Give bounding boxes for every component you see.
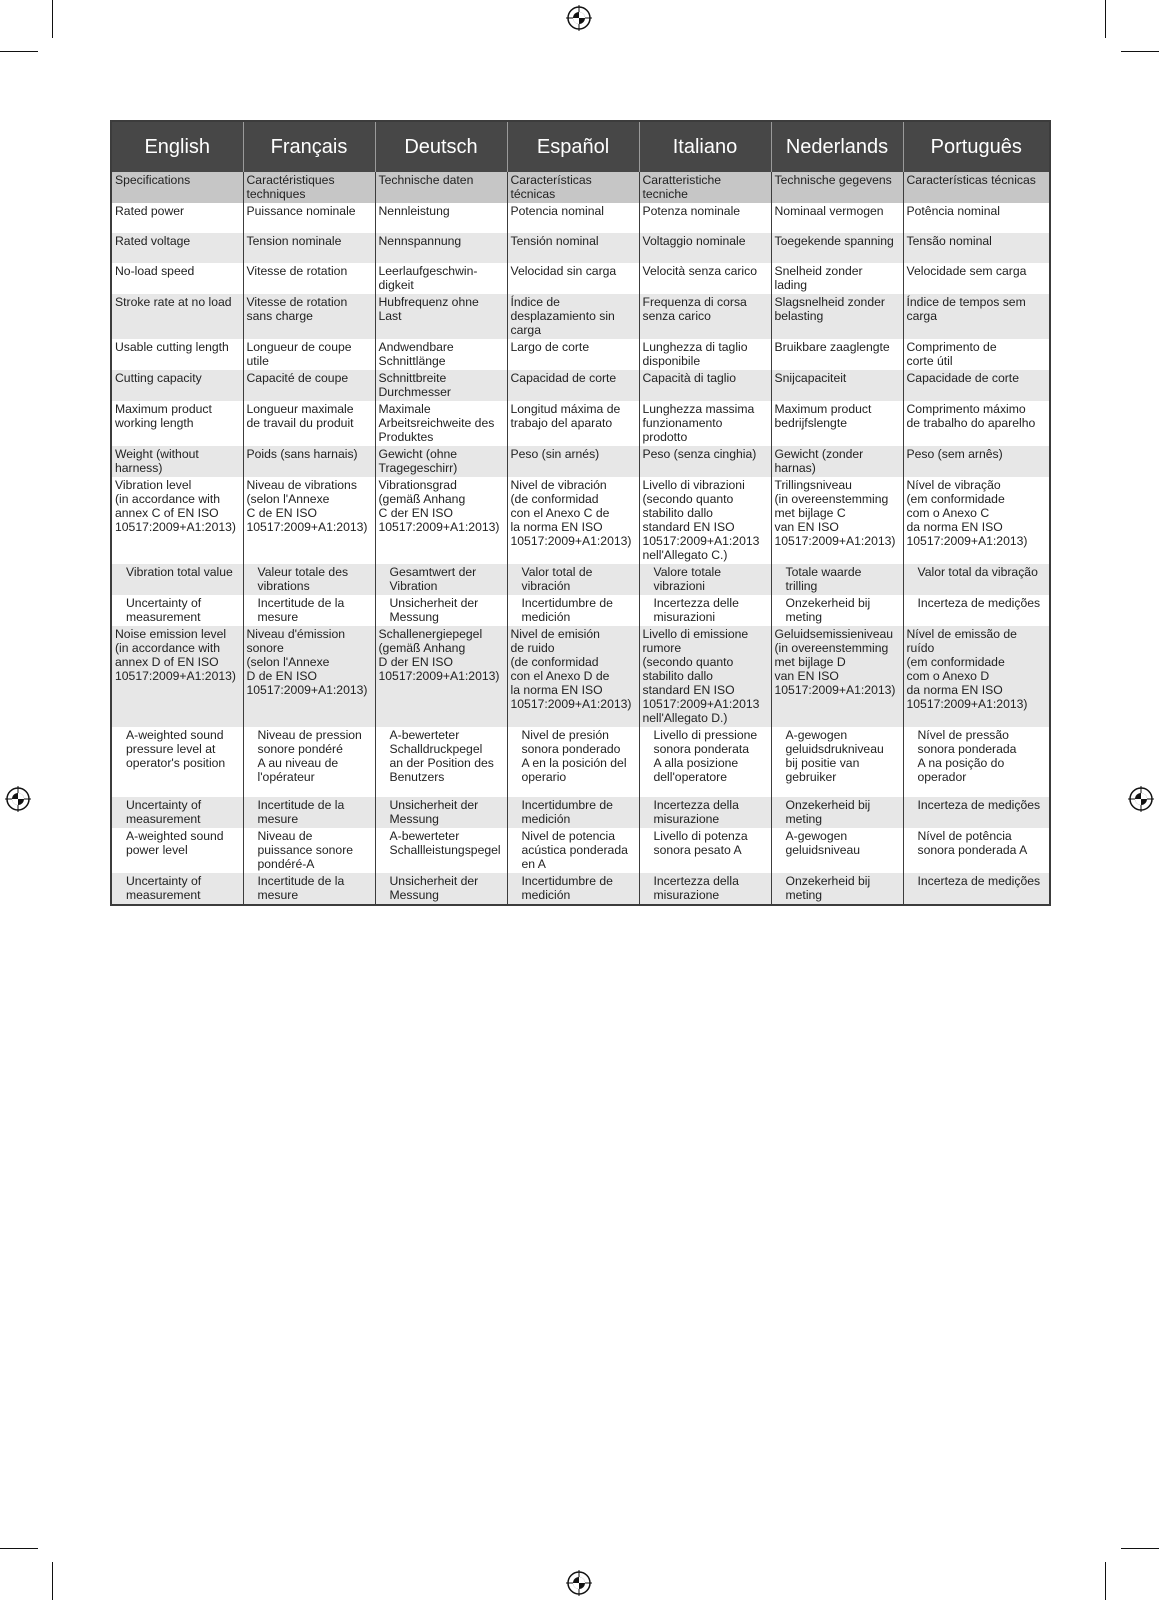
table-row bbox=[111, 233, 1050, 263]
table-cell: Valor total da vibração bbox=[903, 564, 1050, 595]
table-cell: Peso (sin arnés) bbox=[507, 446, 639, 477]
table-cell: Usable cutting length bbox=[111, 339, 243, 370]
table-cell: Rated power bbox=[111, 203, 243, 233]
table-cell: Incertitude de la mesure bbox=[243, 595, 375, 626]
table-cell: Características técnicas bbox=[903, 172, 1050, 203]
table-cell: Geluidsemissieniveau (in overeenstemming met bijlage D van EN ISO 10517:2009+A1:2013) bbox=[771, 626, 903, 727]
table-cell: Livello di emissione rumore (secondo quanto stabilito dallo standard EN ISO 10517:2009+A1:2013 nell'Allegato D.) bbox=[639, 626, 771, 727]
table-row bbox=[111, 446, 1050, 477]
table-body bbox=[111, 172, 1050, 905]
crop-mark bbox=[52, 0, 53, 38]
language-header: Deutsch bbox=[375, 121, 507, 172]
table-cell: Incertidumbre de medición bbox=[507, 595, 639, 626]
table-cell: Hubfrequenz ohne Last bbox=[375, 294, 507, 339]
table-cell: Índice de tempos sem carga bbox=[903, 294, 1050, 339]
table-cell: Unsicherheit der Messung bbox=[375, 797, 507, 828]
crop-mark bbox=[52, 1562, 53, 1600]
table-row bbox=[111, 797, 1050, 828]
crop-mark bbox=[0, 51, 38, 52]
language-header: English bbox=[111, 121, 243, 172]
table-cell: A-bewerteter Schallleistungspegel bbox=[375, 828, 507, 873]
table-cell: Nivel de potencia acústica ponderada en A bbox=[507, 828, 639, 873]
table-cell: Livello di pressione sonora ponderata A alla posizione dell'operatore bbox=[639, 727, 771, 797]
table-cell: Nennspannung bbox=[375, 233, 507, 263]
table-cell: Niveau de puissance sonore pondéré-A bbox=[243, 828, 375, 873]
table-cell: Cutting capacity bbox=[111, 370, 243, 401]
table-cell: Características técnicas bbox=[507, 172, 639, 203]
table-cell: Vitesse de rotation bbox=[243, 263, 375, 294]
table-cell: Peso (senza cinghia) bbox=[639, 446, 771, 477]
table-cell: Gewicht (zonder harnas) bbox=[771, 446, 903, 477]
table-cell: Comprimento máximo de trabalho do aparelho bbox=[903, 401, 1050, 446]
table-cell: Livello di potenza sonora pesato A bbox=[639, 828, 771, 873]
table-cell: Incerteza de medições bbox=[903, 595, 1050, 626]
table-cell: Capacità di taglio bbox=[639, 370, 771, 401]
table-cell: Vitesse de rotation sans charge bbox=[243, 294, 375, 339]
table-row bbox=[111, 401, 1050, 446]
table-cell: Valeur totale des vibrations bbox=[243, 564, 375, 595]
language-header-row bbox=[111, 121, 1050, 172]
table-cell: Potencia nominal bbox=[507, 203, 639, 233]
registration-mark-icon bbox=[1128, 786, 1154, 812]
table-cell: Capacidad de corte bbox=[507, 370, 639, 401]
table-cell: Toegekende spanning bbox=[771, 233, 903, 263]
table-cell: Totale waarde trilling bbox=[771, 564, 903, 595]
table-cell: Andwendbare Schnittlänge bbox=[375, 339, 507, 370]
table-cell: Voltaggio nominale bbox=[639, 233, 771, 263]
table-cell: Velocidad sin carga bbox=[507, 263, 639, 294]
crop-mark bbox=[1121, 1548, 1159, 1549]
specifications-table bbox=[110, 120, 1051, 906]
table-cell: Longueur de coupe utile bbox=[243, 339, 375, 370]
table-row bbox=[111, 477, 1050, 564]
table-cell: Potência nominal bbox=[903, 203, 1050, 233]
table-cell: Tensión nominal bbox=[507, 233, 639, 263]
table-cell: Nível de emissão de ruído (em conformidade com o Anexo D da norma EN ISO 10517:2009+A1:2013) bbox=[903, 626, 1050, 727]
table-row bbox=[111, 339, 1050, 370]
table-row bbox=[111, 294, 1050, 339]
language-header: Français bbox=[243, 121, 375, 172]
table-cell: Livello di vibrazioni (secondo quanto stabilito dallo standard EN ISO 10517:2009+A1:2013 nell'Allegato C.) bbox=[639, 477, 771, 564]
table-cell: A-gewogen geluidsniveau bbox=[771, 828, 903, 873]
table-cell: Puissance nominale bbox=[243, 203, 375, 233]
table-cell: Capacidade de corte bbox=[903, 370, 1050, 401]
table-cell: Leerlaufgeschwin- digkeit bbox=[375, 263, 507, 294]
crop-mark bbox=[1105, 0, 1106, 38]
table-cell: Vibration level (in accordance with annex C of EN ISO 10517:2009+A1:2013) bbox=[111, 477, 243, 564]
table-cell: Longueur maximale de travail du produit bbox=[243, 401, 375, 446]
table-cell: Incertitude de la mesure bbox=[243, 873, 375, 905]
table-cell: Incertezza della misurazione bbox=[639, 797, 771, 828]
table-cell: Incerteza de medições bbox=[903, 873, 1050, 905]
table-cell: Nível de potência sonora ponderada A bbox=[903, 828, 1050, 873]
table-cell: Onzekerheid bij meting bbox=[771, 873, 903, 905]
table-cell: Vibration total value bbox=[111, 564, 243, 595]
table-cell: Onzekerheid bij meting bbox=[771, 595, 903, 626]
table-cell: Lunghezza di taglio disponibile bbox=[639, 339, 771, 370]
table-cell: Potenza nominale bbox=[639, 203, 771, 233]
crop-mark bbox=[1105, 1562, 1106, 1600]
table-cell: Technische daten bbox=[375, 172, 507, 203]
table-cell: Incerteza de medições bbox=[903, 797, 1050, 828]
table-cell: Unsicherheit der Messung bbox=[375, 595, 507, 626]
table-cell: A-weighted sound pressure level at operator's position bbox=[111, 727, 243, 797]
table-cell: Incertezza delle misurazioni bbox=[639, 595, 771, 626]
table-cell: Nivel de emisión de ruido (de conformidad con el Anexo D de la norma EN ISO 10517:2009+A1:2013) bbox=[507, 626, 639, 727]
table-cell: Onzekerheid bij meting bbox=[771, 797, 903, 828]
table-cell: Snelheid zonder lading bbox=[771, 263, 903, 294]
table-row bbox=[111, 626, 1050, 727]
registration-mark-icon bbox=[566, 1570, 592, 1596]
table-cell: Gesamtwert der Vibration bbox=[375, 564, 507, 595]
table-cell: Niveau de vibrations (selon l'Annexe C de EN ISO 10517:2009+A1:2013) bbox=[243, 477, 375, 564]
table-cell: Velocità senza carico bbox=[639, 263, 771, 294]
table-cell: Maximale Arbeitsreichweite des Produktes bbox=[375, 401, 507, 446]
table-row bbox=[111, 263, 1050, 294]
table-cell: Nivel de presión sonora ponderado A en la posición del operario bbox=[507, 727, 639, 797]
table-cell: Tension nominale bbox=[243, 233, 375, 263]
table-row bbox=[111, 564, 1050, 595]
table-cell: Slagsnelheid zonder belasting bbox=[771, 294, 903, 339]
table-cell: Bruikbare zaaglengte bbox=[771, 339, 903, 370]
table-cell: Stroke rate at no load bbox=[111, 294, 243, 339]
table-cell: Maximum product working length bbox=[111, 401, 243, 446]
table-cell: Frequenza di corsa senza carico bbox=[639, 294, 771, 339]
table-cell: Valore totale vibrazioni bbox=[639, 564, 771, 595]
table-cell: Niveau de pression sonore pondéré A au niveau de l'opérateur bbox=[243, 727, 375, 797]
table-cell: Peso (sem arnês) bbox=[903, 446, 1050, 477]
table-cell: Weight (without harness) bbox=[111, 446, 243, 477]
table-cell: Caratteristiche tecniche bbox=[639, 172, 771, 203]
language-header: Italiano bbox=[639, 121, 771, 172]
table-cell: Nível de vibração (em conformidade com o Anexo C da norma EN ISO 10517:2009+A1:2013) bbox=[903, 477, 1050, 564]
table-cell: Capacité de coupe bbox=[243, 370, 375, 401]
table-row bbox=[111, 203, 1050, 233]
crop-mark bbox=[0, 1548, 38, 1549]
table-row bbox=[111, 873, 1050, 905]
language-header: Español bbox=[507, 121, 639, 172]
table-cell: Incertitude de la mesure bbox=[243, 797, 375, 828]
table-cell: Incertezza della misurazione bbox=[639, 873, 771, 905]
table-row bbox=[111, 370, 1050, 401]
table-cell: Tensão nominal bbox=[903, 233, 1050, 263]
table-cell: Nominaal vermogen bbox=[771, 203, 903, 233]
language-header: Português bbox=[903, 121, 1050, 172]
table-cell: Uncertainty of measurement bbox=[111, 595, 243, 626]
table-cell: Comprimento de corte útil bbox=[903, 339, 1050, 370]
table-cell: Trillingsniveau (in overeenstemming met bijlage C van EN ISO 10517:2009+A1:2013) bbox=[771, 477, 903, 564]
table-row bbox=[111, 828, 1050, 873]
registration-mark-icon bbox=[566, 5, 592, 31]
table-cell: Uncertainty of measurement bbox=[111, 797, 243, 828]
table-cell: No-load speed bbox=[111, 263, 243, 294]
table-cell: Schnittbreite Durchmesser bbox=[375, 370, 507, 401]
table-cell: Gewicht (ohne Tragegeschirr) bbox=[375, 446, 507, 477]
crop-mark bbox=[1121, 51, 1159, 52]
table-cell: Lunghezza massima funzionamento prodotto bbox=[639, 401, 771, 446]
table-cell: Noise emission level (in accordance with annex D of EN ISO 10517:2009+A1:2013) bbox=[111, 626, 243, 727]
table-cell: Nível de pressão sonora ponderada A na posição do operador bbox=[903, 727, 1050, 797]
table-cell: Maximum product bedrijfslengte bbox=[771, 401, 903, 446]
table-cell: A-gewogen geluidsdrukniveau bij positie van gebruiker bbox=[771, 727, 903, 797]
table-cell: Incertidumbre de medición bbox=[507, 873, 639, 905]
table-cell: Valor total de vibración bbox=[507, 564, 639, 595]
table-cell: Caractéristiques techniques bbox=[243, 172, 375, 203]
table-row bbox=[111, 727, 1050, 797]
table-cell: Uncertainty of measurement bbox=[111, 873, 243, 905]
table-cell: Longitud máxima de trabajo del aparato bbox=[507, 401, 639, 446]
table-cell: Specifications bbox=[111, 172, 243, 203]
table-cell: Nennleistung bbox=[375, 203, 507, 233]
table-row bbox=[111, 172, 1050, 203]
table-cell: A-bewerteter Schalldruckpegel an der Position des Benutzers bbox=[375, 727, 507, 797]
table-cell: Incertidumbre de medición bbox=[507, 797, 639, 828]
table-cell: Velocidade sem carga bbox=[903, 263, 1050, 294]
table-cell: Technische gegevens bbox=[771, 172, 903, 203]
table-cell: Poids (sans harnais) bbox=[243, 446, 375, 477]
table-cell: A-weighted sound power level bbox=[111, 828, 243, 873]
table-cell: Largo de corte bbox=[507, 339, 639, 370]
table-cell: Snijcapaciteit bbox=[771, 370, 903, 401]
table-row bbox=[111, 595, 1050, 626]
table-cell: Índice de desplazamiento sin carga bbox=[507, 294, 639, 339]
table-cell: Schallenergiepegel (gemäß Anhang D der EN ISO 10517:2009+A1:2013) bbox=[375, 626, 507, 727]
table-cell: Nivel de vibración (de conformidad con el Anexo C de la norma EN ISO 10517:2009+A1:2013) bbox=[507, 477, 639, 564]
language-header: Nederlands bbox=[771, 121, 903, 172]
table-cell: Niveau d'émission sonore (selon l'Annexe D de EN ISO 10517:2009+A1:2013) bbox=[243, 626, 375, 727]
table-cell: Vibrationsgrad (gemäß Anhang C der EN ISO 10517:2009+A1:2013) bbox=[375, 477, 507, 564]
table-cell: Rated voltage bbox=[111, 233, 243, 263]
registration-mark-icon bbox=[5, 786, 31, 812]
table-cell: Unsicherheit der Messung bbox=[375, 873, 507, 905]
